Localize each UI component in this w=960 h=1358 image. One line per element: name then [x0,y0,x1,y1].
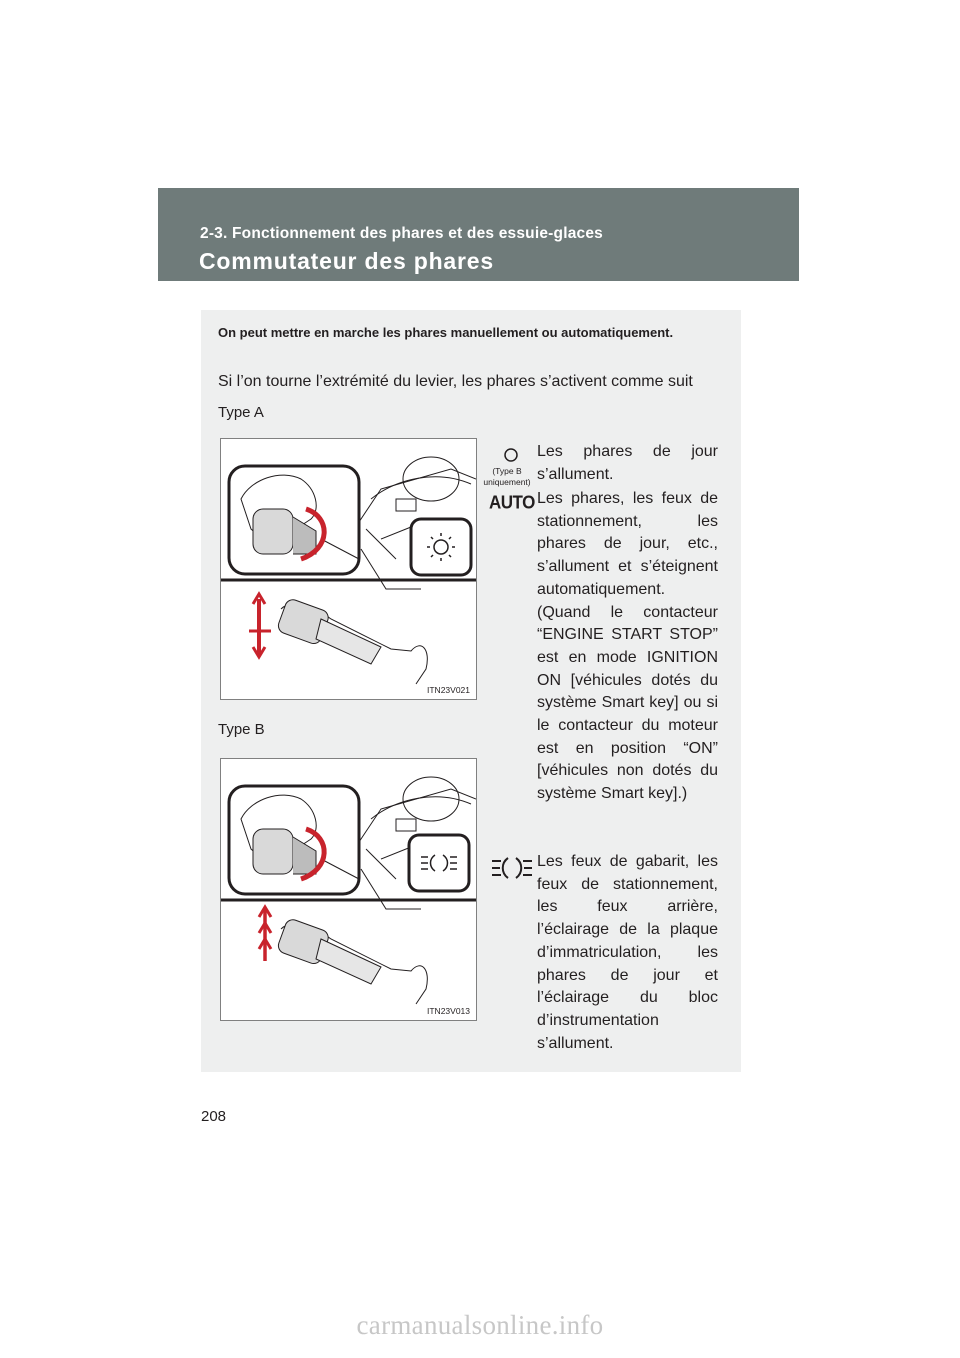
lever-illustration-b [221,759,476,1020]
content-box [201,310,741,1072]
parking-lights-description: Les feux de gabarit, les feux de stationnement, les feux arrière, l’éclairage de la plaque d’immatriculation, les phares de jour et l’éclairage du bloc d’instrumentation s’allument. [537,853,718,1052]
parking-lights-icon [490,855,534,881]
drl-icon [503,447,519,463]
section-label: 2-3. Fonctionnement des phares et des essuie-glaces [200,225,603,242]
auto-icon: AUTO [489,492,535,513]
auto-condition-text: (Quand le contacteur “ENGINE START STOP” est en mode IGNITION ON [véhicules dotés du système Smart key] ou si le contacteur du moteur est en position “ON” [véhicules non dotés du système Smart key].) [537,603,718,803]
chapter-header [158,188,799,281]
watermark: carmanualsonline.info [356,1310,604,1340]
figure-type-a [220,438,477,700]
figure-type-b [220,758,477,1021]
page-title: Commutateur des phares [199,248,494,274]
lever-illustration-a [221,439,476,699]
intro-paragraph: On peut mettre en marche les phares manuellement ou automatiquement. [218,325,674,340]
intro-line: Si l’on tourne l’extrémité du levier, les phares s’activent comme suit [218,373,693,390]
drl-note: (Type B uniquement) [483,466,531,487]
auto-description [537,488,718,806]
figure-code: ITN23V021 [427,685,470,695]
type-a-label: Type A [218,404,264,421]
drl-description: Les phares de jour s’allument. [537,443,718,483]
auto-description-text: Les phares, les feux de stationnement, les phares de jour, etc., s’allument et s’éteignent automatiquement. [537,490,718,598]
type-b-label: Type B [218,721,265,738]
figure-code: ITN23V013 [427,1006,470,1016]
page-number: 208 [201,1108,227,1125]
